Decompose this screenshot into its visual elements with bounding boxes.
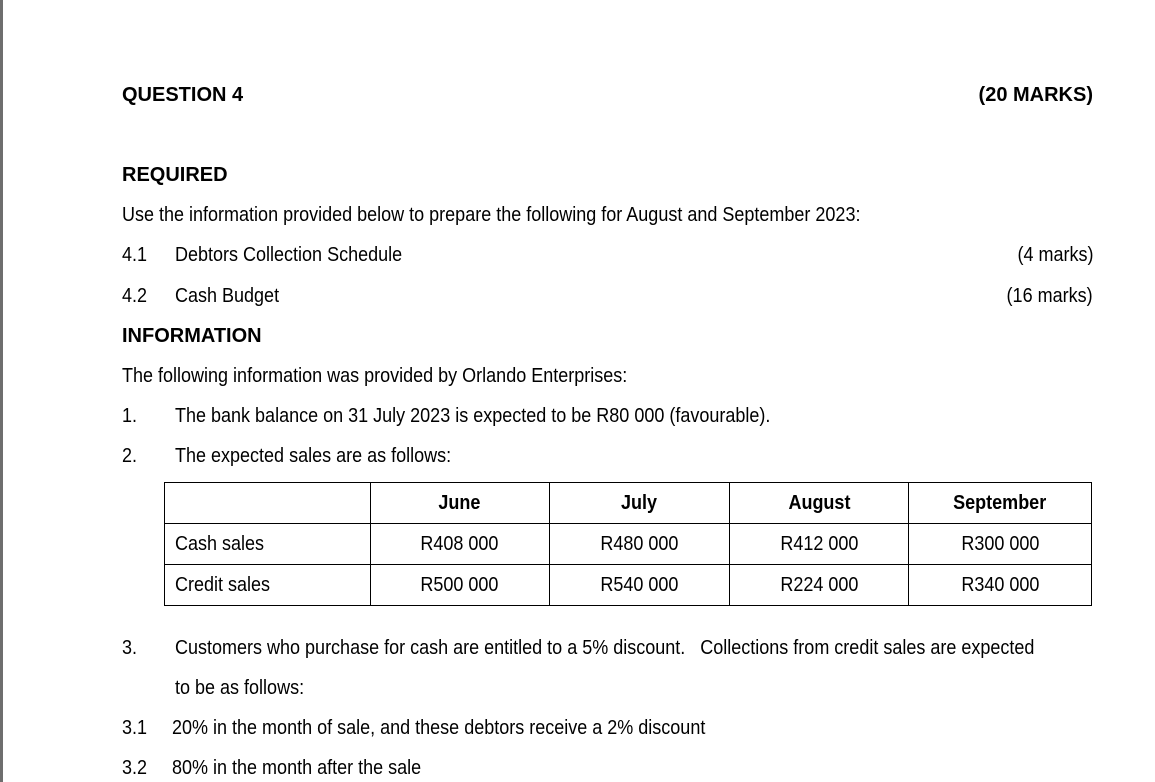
table-cell: R340 000: [909, 565, 1092, 606]
point-text: Customers who purchase for cash are entitled to a 5% discount. Collections from credit sales are expected: [175, 637, 1035, 659]
information-intro: The following information was provided by Orlando Enterprises:: [122, 365, 628, 387]
table-row: [165, 524, 1092, 565]
required-item-marks: (4 marks): [1016, 244, 1093, 266]
sub-point-number: 3.1: [122, 717, 148, 739]
table-cell: R480 000: [549, 524, 730, 565]
expected-sales-table: [164, 482, 1092, 606]
table-cell: R412 000: [730, 524, 909, 565]
table-header-cell: September: [909, 483, 1092, 524]
sub-point-text: 80% in the month after the sale: [172, 757, 422, 779]
point-number: 2.: [122, 445, 138, 467]
table-header-row: [165, 483, 1092, 524]
table-cell: R540 000: [549, 565, 730, 606]
required-item-text: Cash Budget: [175, 285, 280, 307]
required-intro: Use the information provided below to prepare the following for August and September 2023:: [122, 204, 861, 226]
table-cell: R500 000: [370, 565, 549, 606]
table-header-cell: July: [549, 483, 730, 524]
table-cell: R224 000: [730, 565, 909, 606]
required-item-number: 4.2: [122, 285, 148, 307]
point-number: 3.: [122, 637, 138, 659]
question-title: QUESTION 4: [122, 84, 244, 106]
table-header-cell: June: [370, 483, 549, 524]
table-header-cell: August: [730, 483, 909, 524]
information-heading: INFORMATION: [122, 325, 262, 347]
required-heading: REQUIRED: [122, 164, 228, 186]
point-text: The bank balance on 31 July 2023 is expected to be R80 000 (favourable).: [175, 405, 771, 427]
table-header-cell: [165, 483, 371, 524]
required-item-marks: (16 marks): [1006, 285, 1093, 307]
table-cell: R408 000: [370, 524, 549, 565]
row-label: Credit sales: [165, 565, 371, 606]
sub-point-number: 3.2: [122, 757, 148, 779]
sub-point-text: 20% in the month of sale, and these debtors receive a 2% discount: [172, 717, 706, 739]
point-number: 1.: [122, 405, 138, 427]
question-marks: (20 MARKS): [978, 84, 1093, 106]
table-cell: R300 000: [909, 524, 1092, 565]
point-text-continued: to be as follows:: [175, 677, 305, 699]
point-text: The expected sales are as follows:: [175, 445, 452, 467]
required-item-text: Debtors Collection Schedule: [175, 244, 403, 266]
page-left-edge: [0, 0, 3, 782]
row-label: Cash sales: [165, 524, 371, 565]
required-item-number: 4.1: [122, 244, 148, 266]
table-row: [165, 565, 1092, 606]
